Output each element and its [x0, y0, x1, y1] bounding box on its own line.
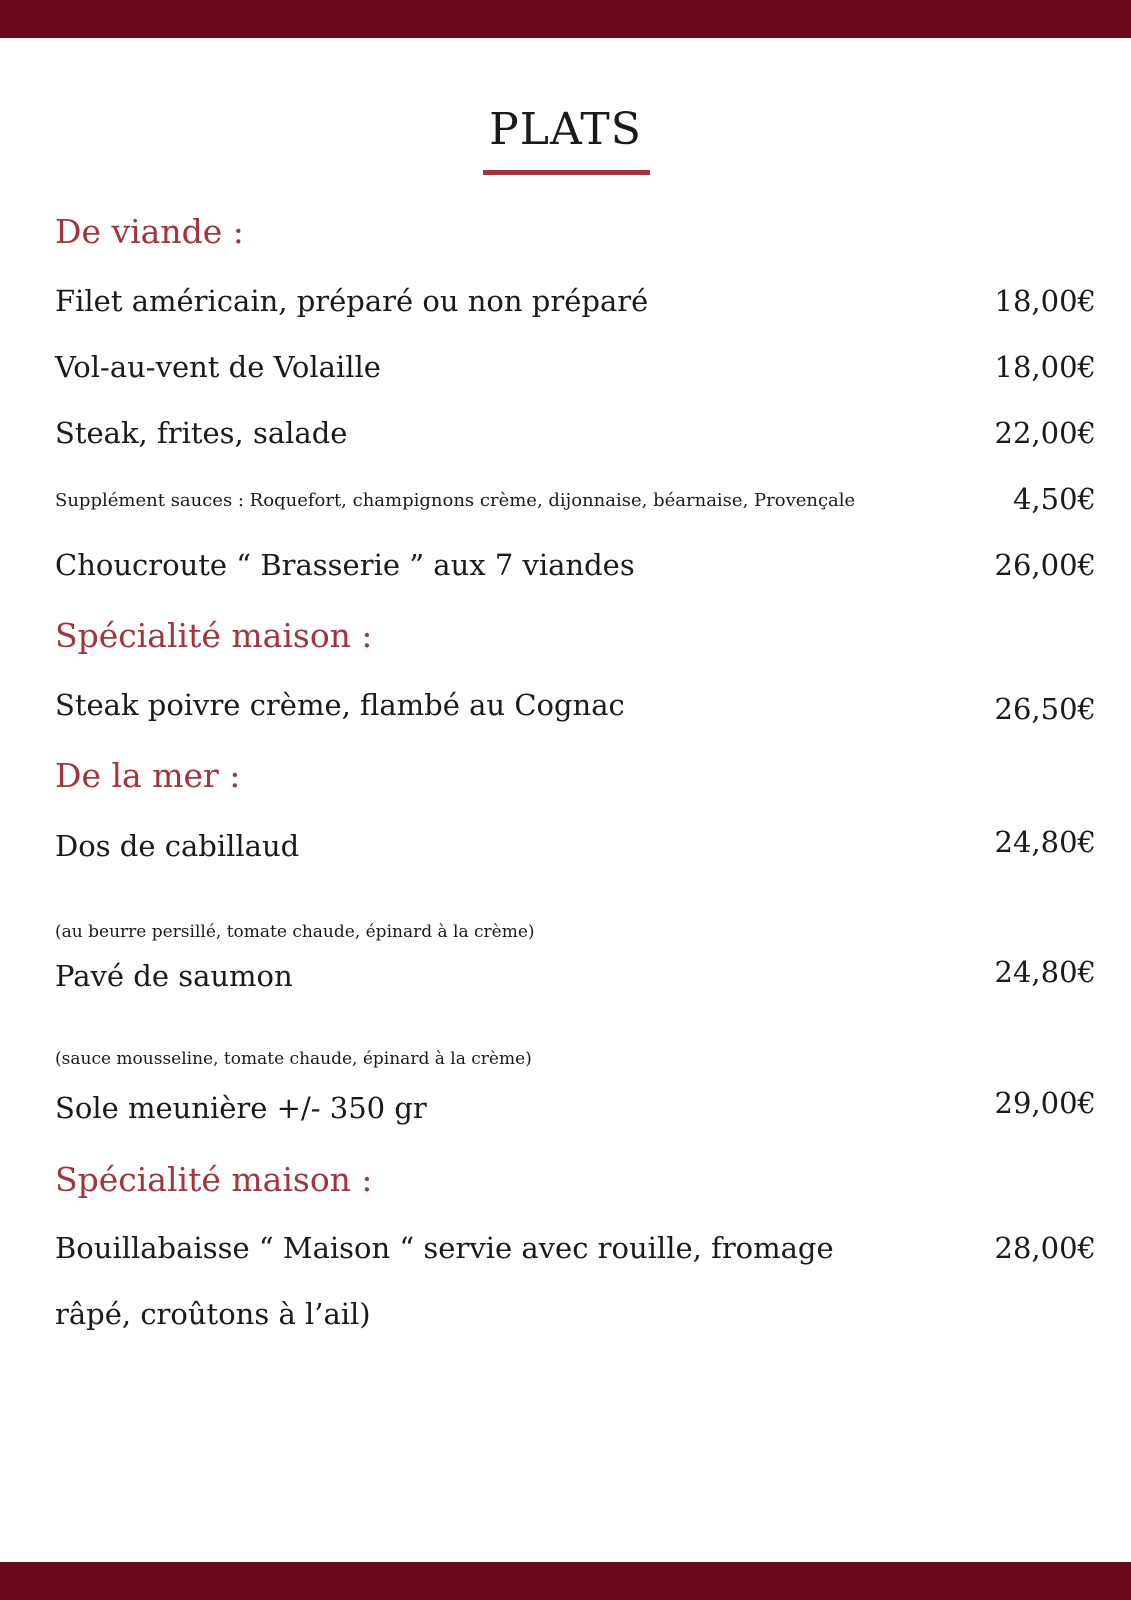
item-price: 26,50€ — [994, 692, 1096, 726]
item-price: 22,00€ — [994, 416, 1096, 450]
item-name: Filet américain, préparé ou non préparé — [55, 284, 649, 318]
menu-item — [55, 1232, 1096, 1265]
item-name-line2: râpé, croûtons à l’ail) — [55, 1297, 371, 1331]
item-price: 18,00€ — [994, 350, 1096, 384]
item-price: 24,80€ — [994, 955, 1096, 989]
menu-title: PLATS — [489, 104, 642, 155]
section-heading-meat: De viande : — [55, 212, 244, 251]
item-name: Dos de cabillaud — [55, 829, 300, 863]
item-price: 29,00€ — [994, 1086, 1096, 1120]
item-name: Steak, frites, salade — [55, 416, 348, 450]
item-name: Vol-au-vent de Volaille — [55, 350, 381, 384]
item-name: Sole meunière +/- 350 gr — [55, 1091, 427, 1125]
item-name: Bouillabaisse “ Maison “ servie avec rouille, fromage — [55, 1231, 834, 1265]
item-price: 26,00€ — [994, 548, 1096, 582]
item-note: (sauce mousseline, tomate chaude, épinard à la crème) — [55, 1049, 532, 1069]
section-heading-house-special-2: Spécialité maison : — [55, 1160, 373, 1199]
bottom-band — [0, 1562, 1131, 1600]
item-price: 4,50€ — [1012, 482, 1096, 516]
menu-item — [55, 417, 1096, 450]
menu-item — [55, 285, 1096, 318]
item-name: Pavé de saumon — [55, 959, 293, 993]
menu-item-supplement — [55, 483, 1096, 516]
item-note: (au beurre persillé, tomate chaude, épinard à la crème) — [55, 922, 535, 942]
item-price: 18,00€ — [994, 284, 1096, 318]
item-price: 28,00€ — [994, 1231, 1096, 1265]
menu-item — [55, 351, 1096, 384]
item-name: Steak poivre crème, flambé au Cognac — [55, 688, 625, 722]
menu-item — [55, 549, 1096, 582]
title-underline — [483, 170, 650, 175]
item-name: Choucroute “ Brasserie ” aux 7 viandes — [55, 548, 635, 582]
menu-item-continuation — [55, 1298, 1096, 1331]
menu-item — [55, 1087, 1096, 1125]
menu-item — [55, 689, 1096, 726]
section-heading-house-special: Spécialité maison : — [55, 616, 373, 655]
item-name: Supplément sauces : Roquefort, champignons crème, dijonnaise, béarnaise, Provençale — [55, 490, 856, 511]
menu-item — [55, 826, 1096, 863]
section-heading-seafood: De la mer : — [55, 756, 241, 795]
top-band — [0, 0, 1131, 38]
item-price: 24,80€ — [994, 825, 1096, 859]
menu-item — [55, 956, 1096, 993]
